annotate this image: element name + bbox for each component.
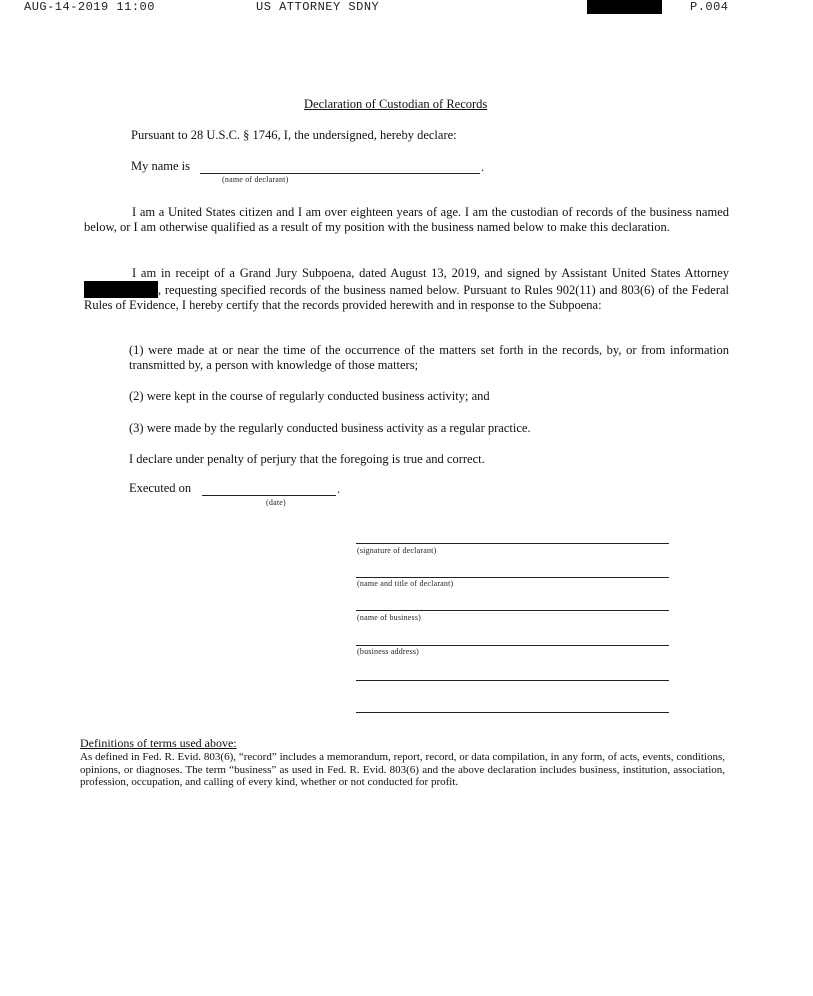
perjury-statement: I declare under penalty of perjury that the foregoing is true and correct. xyxy=(129,452,485,466)
subpoena-text-part1: I am in receipt of a Grand Jury Subpoena, dated August 13, 2019, and signed by Assistant United States Attorney xyxy=(132,266,729,280)
signature-caption: (signature of declarant) xyxy=(357,546,437,555)
certification-item-1: (1) were made at or near the time of the occurrence of the matters set forth in the records, by, or from information transmitted by, a person with knowledge of those matters; xyxy=(129,343,729,372)
fax-datetime: AUG-14-2019 11:00 xyxy=(24,0,155,14)
fax-page-number: P.004 xyxy=(690,0,729,14)
business-address-caption: (business address) xyxy=(357,647,420,656)
fax-sender: US ATTORNEY SDNY xyxy=(256,0,380,14)
business-address-line[interactable] xyxy=(356,645,669,646)
paragraph-subpoena xyxy=(84,266,729,313)
business-name-line[interactable] xyxy=(356,610,669,611)
certification-item-3: (3) were made by the regularly conducted business activity as a regular practice. xyxy=(129,421,531,435)
name-period: . xyxy=(481,160,485,174)
date-period: . xyxy=(337,482,341,496)
definitions-heading: Definitions of terms used above: xyxy=(80,736,237,750)
name-blank-line[interactable] xyxy=(200,173,480,174)
subpoena-text-part2: , requesting specified records of the business named below. Pursuant to Rules 902(11) and 803(6) of the Federal Rules of Evidence, I hereby certify that the records provided herewith and in response to the Subpoena: xyxy=(84,283,729,312)
paragraph-citizenship: I am a United States citizen and I am over eighteen years of age. I am the custodian of records of the business named below, or I am otherwise qualified as a result of my position with the business named below to make this declaration. xyxy=(84,205,729,234)
address-line-2[interactable] xyxy=(356,680,669,681)
signature-line[interactable] xyxy=(356,543,669,544)
name-label: My name is xyxy=(131,159,191,173)
business-name-caption: (name of business) xyxy=(357,613,422,622)
name-caption: (name of declarant) xyxy=(222,175,289,184)
certification-item-2: (2) were kept in the course of regularly conducted business activity; and xyxy=(129,389,490,403)
redaction-block xyxy=(84,281,158,298)
address-line-3[interactable] xyxy=(356,712,669,713)
name-title-caption: (name and title of declarant) xyxy=(357,579,454,588)
executed-label: Executed on xyxy=(129,481,192,495)
date-caption: (date) xyxy=(266,498,286,507)
intro-statement: Pursuant to 28 U.S.C. § 1746, I, the undersigned, hereby declare: xyxy=(131,128,457,142)
definitions-text: As defined in Fed. R. Evid. 803(6), “record” includes a memorandum, report, record, or data compilation, in any form, of acts, events, conditions, opinions, or diagnoses. The term “business” as used in Fed. R. Evid. 803(6) and the above declaration includes business, institution, association, profession, occupation, and calling of every kind, whether or not conducted for profit. xyxy=(80,751,725,788)
name-title-line[interactable] xyxy=(356,577,669,578)
redaction-bar xyxy=(587,0,662,14)
document-title: Declaration of Custodian of Records xyxy=(304,97,488,111)
date-blank-line[interactable] xyxy=(202,495,336,496)
